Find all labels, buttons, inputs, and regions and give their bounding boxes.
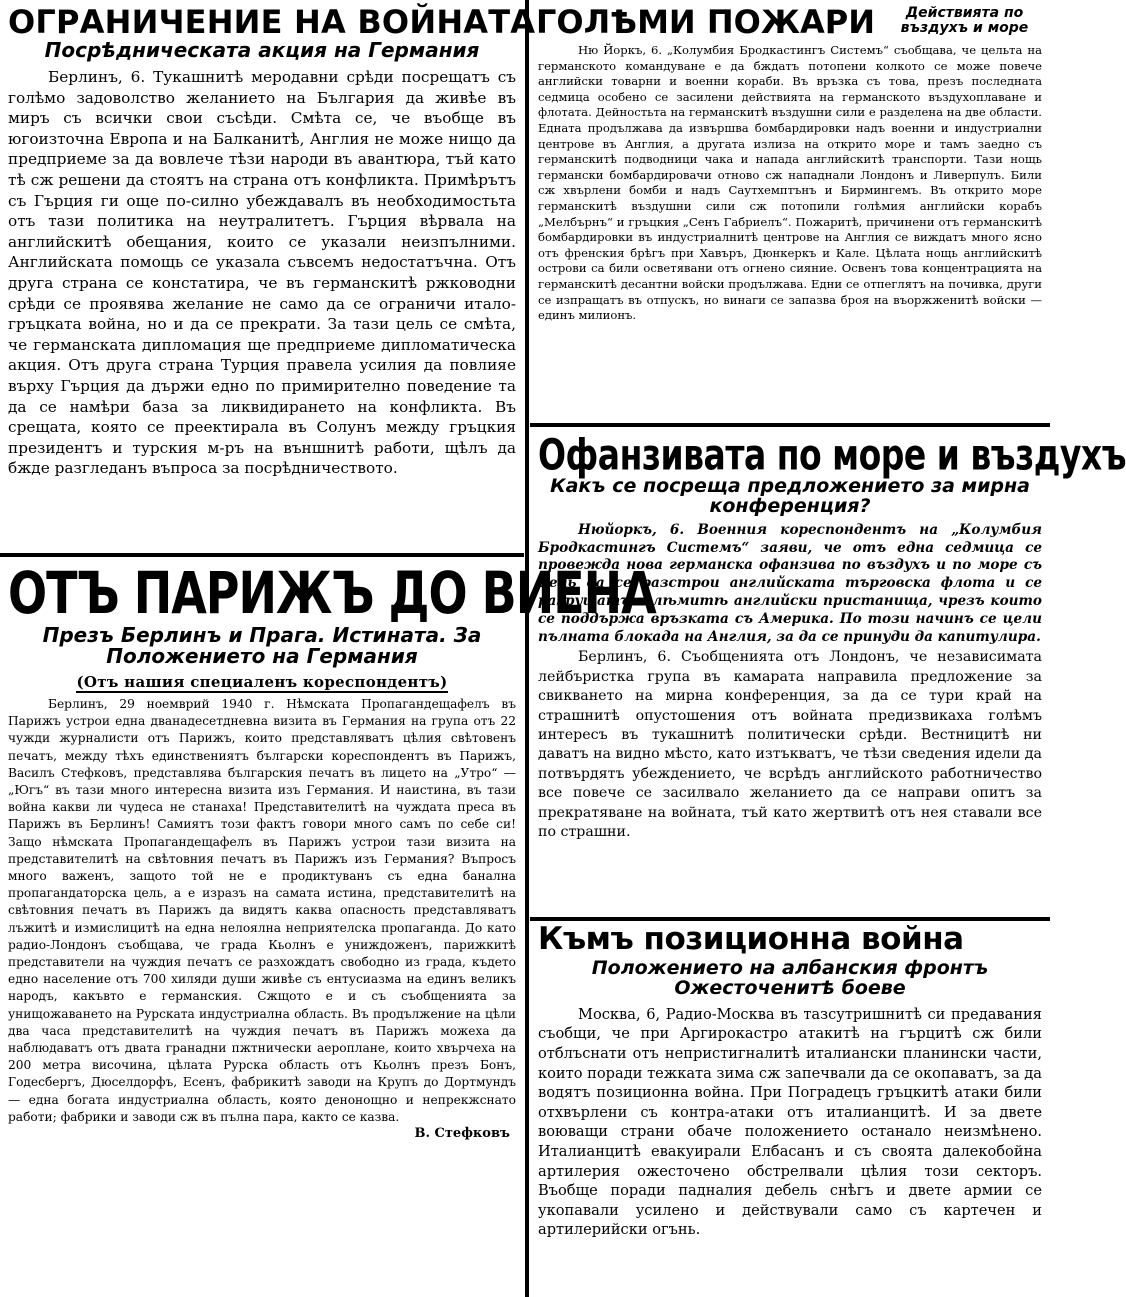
article-title: Къмъ позиционна война xyxy=(538,921,964,957)
article-lead-text: Нюйоркъ, 6. Военния кореспондентъ на „Колумбия Бродкастингъ Системъ“ заяви, че отъ една седмица се провежда нова германска офанзива по въздухъ и по море съ цель да се разстрои английската търговска флота и се разрушатъ голѣмитѣ английски пристанища, чрезъ които се поддържа връзката съ Америка. По този начинъ се цели пълната блокада на Англия, за да се принуди да капитулира. xyxy=(538,521,1042,645)
article-subtitle: Положението на албанския фронтъ Ожесточенитѣ боеве xyxy=(591,957,989,999)
article-title: Офанзивата по море и въздухъ xyxy=(538,429,1126,480)
article-title: ОТЪ ПАРИЖЪ ДО ВИЕНА xyxy=(8,559,656,627)
article-limitation-of-war xyxy=(0,0,536,552)
article-subtitle: Какъ се посреща предложението за мирна конференция? xyxy=(550,475,1030,517)
article-big-fires xyxy=(530,0,1050,422)
article-text: Москва, 6, Радио-Москва въ тазсутришнитѣ си предавания съобщи, че при Аргирокастро атакитѣ на гърцитѣ сж били отблъснати отъ непристигналитѣ италиански планински части, които поради тежката зима сж запечвали да се окопаватъ, за да водятъ позиционна война. При Поградецъ гръцкитѣ атаки били отхвърлени съ контра-атаки отъ италианцитѣ. И за двете воюващи страни обаче положението останало неизмѣнено. Италианцитѣ евакуирали Елбасанъ и съ своята далекобойна артилерия ожесточено обстрелвали цѣлия този секторъ. Въобще поради падналия дебель снѣгъ и двете армии се укопавали усилено и действували само съ картечен и артилерийски огънь. xyxy=(538,1005,1042,1239)
article-text: Берлинъ, 6. Съобщенията отъ Лондонъ, че независимата лейбъристка група въ камарата направила предложение за свикването на мирна конференция, за да се тури край на страшнитѣ опустошения отъ войната предизвикаха голѣмъ интересъ въ тукашнитѣ политически срѣди. Вестницитѣ ни даватъ на видно мѣсто, като изтъкватъ, че тѣзи сведения идели да потвърдятъ убеждението, че всрѣдъ английското работничество все повече се засилвало желанието да се направи опитъ за прекратяване на войната, тъй като жертвитѣ отъ нея ставали все по страшни. xyxy=(538,649,1042,841)
article-text: Берлинъ, 29 ноемврий 1940 г. Нѣмската Пропагандещафелъ въ Парижъ устрои една дванадесетдневна визита въ Германия на група отъ 22 чужди журналисти отъ Парижъ, които представляватъ цѣлия свѣтовенъ печатъ, между тѣхъ единствениятъ български кореспондентъ въ Парижъ, Василъ Стефковъ, представлява българския печатъ въ лицето на „Утро“ — „Югъ“ въ тази много интересна визита изъ Германия. И наистина, въ тази война какви ли чудеса не станаха! Представителитѣ на чуждата преса въ Парижъ въ Берлинъ! Самиятъ този фактъ говори много самъ по себе си! Защо нѣмската Пропагандещафелъ въ Парижъ устрои тази визита на представителитѣ на свѣтовния печатъ въ Парижъ изъ Германия? Въпросъ много важенъ, защото той не е продиктуванъ съ една банална пропагандаторска цель, а е изразъ на самата истина, представителитѣ на свѣтовния печатъ въ Парижъ да видятъ каква опасность представляватъ лъжитѣ и измислицитѣ на една нелоялна неприятелска пропаганда. До като радио-Лондонъ съобщава, че града Кьолнъ е униждоженъ, парижкитѣ представители на чуждия печатъ се разхождатъ свободно из града, където едно население отъ 700 хиляди души живѣе съ ентусиазма на единъ великъ народъ, какъвто е германския. Сжщото е и съ съобщенията за унищожаването на Рурската индустриална область. Въ продължение на цѣли два часа представителитѣ на чуждия печатъ въ Парижъ можеха да наблюдаватъ отъ двата гранадни пжтнически аероплане, които хвърчеха на 200 метра височина, цѣлата Рурска область отъ Кьолнъ презъ Бонъ, Годесбергъ, Дюселдорфъ, Есенъ, фабрикитѣ заводи на Крупъ до Дортмундъ — една богата индустриална область, която денонощно и непрекжснато работи; фабрики и заводи сж въ пълна пара, както се казва. xyxy=(8,697,516,1124)
article-separator xyxy=(0,553,524,557)
article-positional-war xyxy=(530,922,1050,1297)
article-subtitle: Посрѣдническата акция на Германия xyxy=(44,38,480,62)
article-subtitle: Действията по въздухъ и море xyxy=(900,5,1029,36)
column-divider xyxy=(525,0,529,1297)
article-subtitle: Презъ Берлинъ и Прага. Истината. За Положението на Германия xyxy=(42,623,482,668)
article-separator xyxy=(530,423,1050,427)
article-text: Ню Йоркъ, 6. „Колумбия Бродкастингъ Системъ“ съобщава, че цельта на германското командуване е да бждатъ потопени колкото се може повече английски товарни и военни кораби. Въ връзка съ това, презъ последната седмица особено се засилени действията на германското въздухоплаване и флотата. Дейностьта на германскитѣ въздушни сили е разделена на две области. Едната продължава да извършва бомбардировки надъ военни и индустриални центрове въ Англия, а другата излиза на открито море и тамъ заедно съ германскитѣ подводници чака и напада английскитѣ транспорти. Тази нощь германски бомбардировачи отново сж нападнали Лондонъ и Ливерпулъ. Били сж хвърлени бомби и надъ Саутхемптънъ и Бирмингемъ. Въ открито море германскитѣ въздушни сили сж потопили голѣмия английски корабъ „Мелбърнъ“ и гръцкия „Сенъ Габриелъ“. Пожаритѣ, причинени отъ германскитѣ бомбардировки въ индустриалнитѣ центрове на Англия се виждатъ много ясно отъ френския брѣгъ при Хавъръ, Дюнкеркъ и Кале. Цѣлата нощь английскитѣ острови са били осветявани отъ огнено сияние. Освенъ това концентрацията на германскитѣ десантни войски продължава. Едни се отпеглятъ на почивка, други се изпращатъ въ отпускъ, но винаги се запазва броя на въоржженитѣ войски — единъ милионъ. xyxy=(538,43,1042,323)
article-paris-to-vienna xyxy=(0,559,656,1297)
correspondent-line: (Отъ нашия специаленъ кореспондентъ) xyxy=(76,673,448,691)
article-title: ГОЛѢМИ ПОЖАРИ xyxy=(536,3,875,41)
article-offensive xyxy=(530,428,1126,914)
article-title: ОГРАНИЧЕНИЕ НА ВОЙНАТА xyxy=(8,3,536,41)
article-text: Берлинъ, 6. Тукашнитѣ меродавни срѣди посрещатъ съ голѣмо задоволство желанието на България да живѣе въ миръ съ всички свои съсѣди. Смѣта се, че въобще въ югоизточна Европа и на Балканитѣ, Англия не може нищо да предприеме за да вовлече тѣзи народи въ авантюра, тъй като тѣ сж решени да стоятъ на страна отъ конфликта. Примѣрътъ съ Гърция ги още по-силно убеждавалъ въ необходимостьта отъ тази политика на неутралитетъ. Гърция вѣрвала на английскитѣ обещания, които се указали неизпълними. Английската помощь се указала съвсемъ недостатъчна. Отъ друга страна се констатира, че въ германскитѣ ржководни срѣди се проявява желание не само да се ограничи итало-гръцката война, но и да се прекрати. За тази цель се смѣта, че германската дипломация ще предприеме дипломатическа акция. Отъ друга страна Турция правела усилия да повлияе върху Гърция да държи едно по примирително поведение та да се намѣри база за ликвидирането на конфликта. Въ срещата, която се преектирала въ Солунъ между гръцкия президентъ и турския м-ръ на външнитѣ работи, щѣлъ да бжде разгледанъ въпроса за посрѣдничеството. xyxy=(8,68,516,478)
right-column xyxy=(530,0,1126,1297)
author-signature: В. Стефковъ xyxy=(414,1126,510,1142)
